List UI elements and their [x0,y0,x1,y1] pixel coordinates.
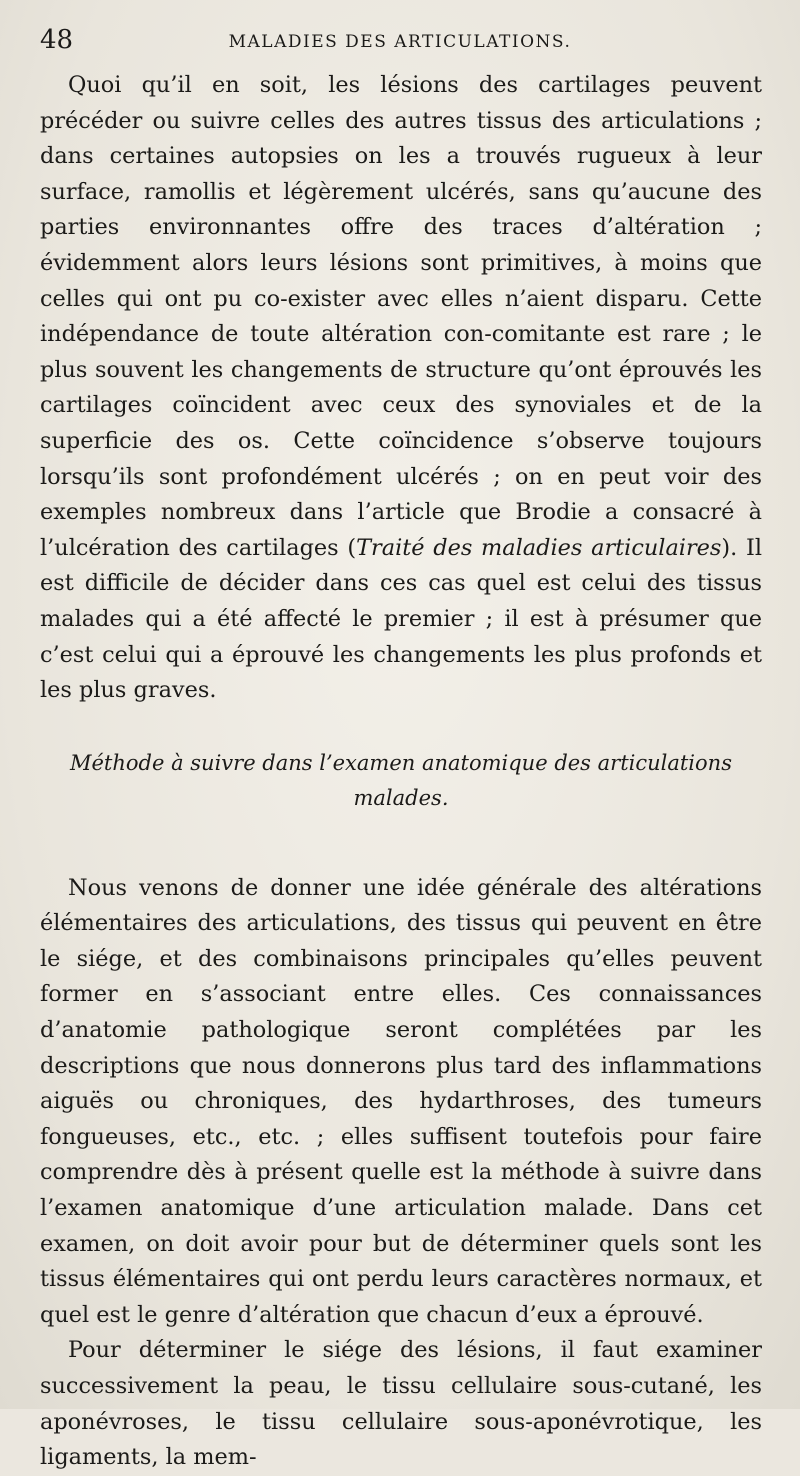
paragraph-general-idea: Nous venons de donner une idée générale des altérations élémentaires des articulations, des tissus qui peuvent en être le siége, et des combinaisons principales qu’elles peuvent former en s’associant entre elles. Ces connaissances d’anatomie pathologique seront complétées par les descriptions que nous donnerons plus tard des inflammations aiguës ou chroniques, des hydarthroses, des tumeurs fongueuses, etc., etc. ; elles suffisent toutefois pour faire comprendre dès à présent quelle est la méthode à suivre dans l’examen anatomique d’une articulation malade. Dans cet examen, on doit avoir pour but de déterminer quels sont les tissus élémentaires qui ont perdu leurs caractères normaux, et quel est le genre d’altération que chacun d’eux a éprouvé. [40,874,762,1328]
running-title: MALADIES DES ARTICULATIONS. [228,32,572,52]
italic-book-title: Traité des maladies articulaires [356,534,722,561]
paragraph-text: Quoi qu’il en soit, les lésions des cartilages peuvent précéder ou suivre celles des autres tissus des articulations ; dans certaines autopsies on les a trouvés rugueux à leur surface, ramollis et légèrement ulcérés, sans qu’aucune des parties environnantes offre des traces d’altération ; évidemment alors leurs lésions sont primitives, à moins que celles qui ont pu co-exister avec elles n’aient disparu. Cette indépendance de toute altération con-comitante est rare ; le plus souvent les changements de structure qu’ont éprouvés les cartilages coïncident avec ceux des synoviales et de la superficie des os. Cette coïncidence s’observe toujours lorsqu’ils sont profondément ulcérés ; on en peut voir des exemples nombreux dans l’article que Brodie a consacré à l’ulcération des cartilages ( [40,72,762,561]
page-header [40,22,760,58]
section-heading: Méthode à suivre dans l’examen anatomique des articulations malades. [70,750,732,810]
body-text [40,68,762,1476]
paragraph-lesion-site: Pour déterminer le siége des lésions, il faut examiner successivement la peau, le tissu cellulaire sous-cutané, les aponévroses, le tissu cellulaire sous-aponévrotique, les ligaments, la mem- [40,1337,762,1471]
page-number: 48 [40,25,74,55]
paragraph-text: ). Il est difficile de décider dans ces cas quel est celui des tissus malades qui a été affecté le premier ; il est à présumer que c’est celui qui a éprouvé les changements les plus profonds et les plus graves. [40,534,762,704]
paragraph-cartilage-lesions [40,68,762,709]
